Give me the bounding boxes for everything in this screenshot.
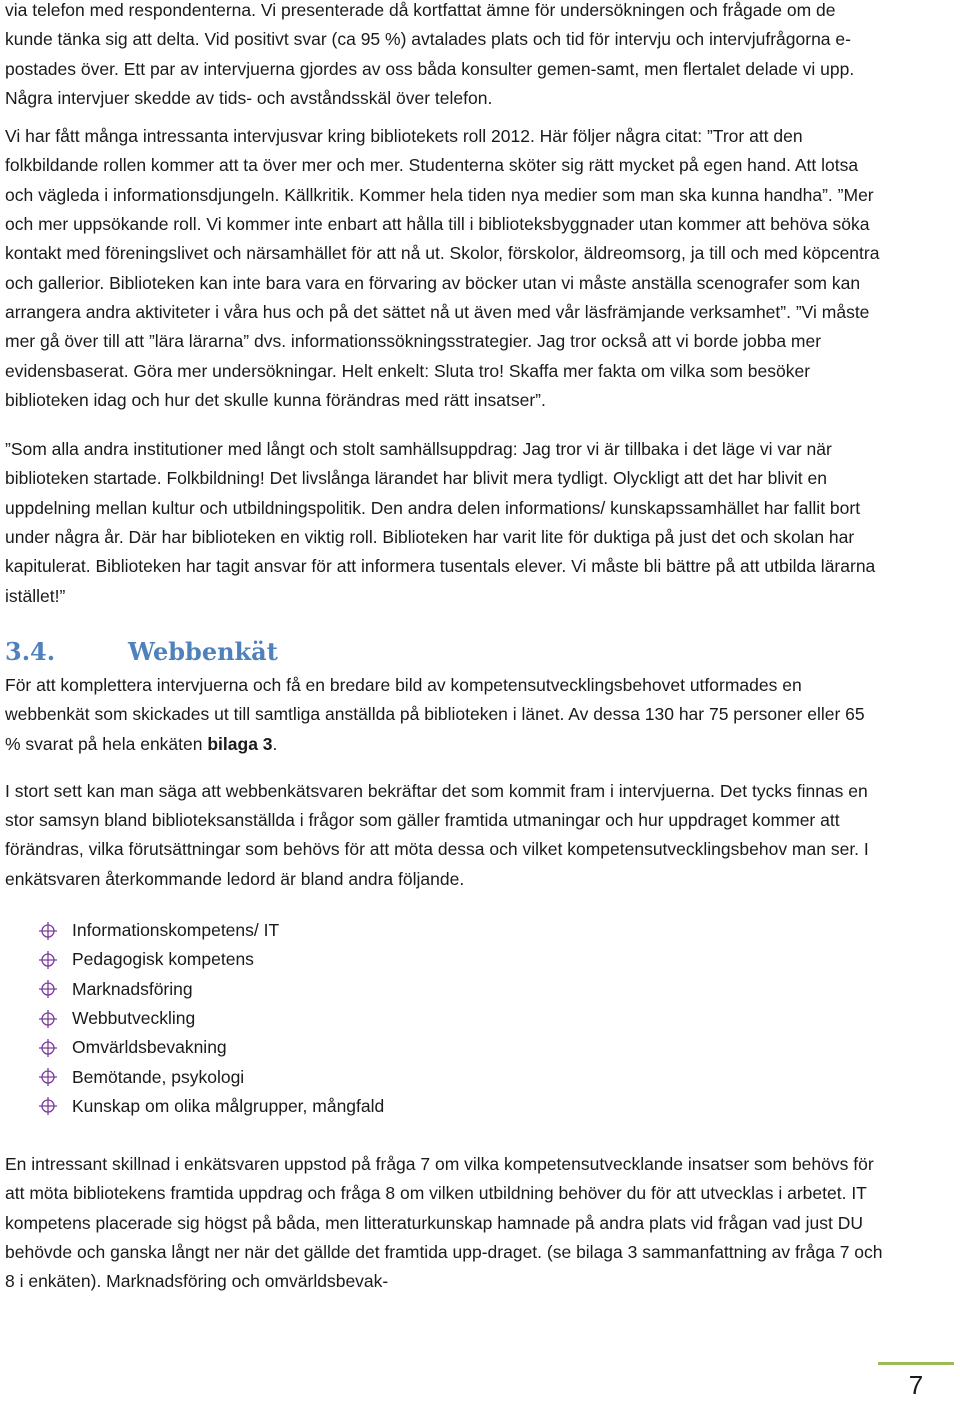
crossed-circle-bullet-icon xyxy=(38,950,58,970)
section-heading xyxy=(5,619,885,671)
list-item xyxy=(5,975,885,1004)
footer-divider xyxy=(878,1362,954,1365)
crossed-circle-bullet-icon xyxy=(38,921,58,941)
list-item-label: Omvärldsbevakning xyxy=(72,1037,227,1058)
paragraph-closing: En intressant skillnad i enkätsvaren uppstod på fråga 7 om vilka kompetensutvecklande insatser som behövs för att möta bibliotekens framtida uppdrag och fråga 8 om vilken utbildning behöver du för att utvecklas i arbetet. IT kompetens placerade sig högst på båda, men litteraturkunskap hamnade på andra plats vid frågan vad just DU behövde och ganska långt ner när det gällde det framtida upp-draget. (se bilaga 3 sammanfattning av fråga 7 och 8 i enkäten). Marknadsföring och omvärldsbevak- xyxy=(5,1154,883,1292)
survey-text: För att komplettera intervjuerna och få en bredare bild av kompetensutvecklingsbehovet utformades en webbenkät som skickades ut till samtliga anställda på biblioteken i länet. Av dessa 130 har 75 personer eller 65 % svarat på hela enkäten xyxy=(5,674,865,754)
survey-text-end: . xyxy=(272,733,278,754)
list-item-label: Kunskap om olika målgrupper, mångfald xyxy=(72,1095,385,1116)
paragraph-interview-quotes: Vi har fått många intressanta intervjusvar kring bibliotekets roll 2012. Här följer några citat: ”Tror att den folkbildande rollen kommer att ta över mer och mer. Studenterna sköter sig rätt mycket på egen hand. Att lotsa och vägleda i informationsdjungeln. Källkritik. Kommer hela tiden nya medier som man ska kunna handha”. ”Mer och mer uppsökande roll. Vi kommer inte enbart att hålla till i biblioteksbyggnader utan kommer att behöva söka kontakt med föreningslivet och närsamhället för att nå ut. Skolor, förskolor, äldreomsorg, ja till och med köpcentra och gallerior. Biblioteken kan inte bara vara en förvaring av böcker utan vi måste anställa scenografer som kan arrangera andra aktiviteter i våra hus och på det sättet nå ut även med vår läsfrämjande verksamhet”. ”Vi måste mer gå över till att ”lära lärarna” dvs. informationssökningsstrategier. Jag tror också att vi borde jobba mer evidensbaserat. Göra mer undersökningar. Helt enkelt: Sluta tro! Skaffa mer fakta om vilka som besöker biblioteken idag och hur det skulle kunna förändras med rätt insatser”. xyxy=(5,126,880,410)
list-item xyxy=(5,1004,885,1033)
crossed-circle-bullet-icon xyxy=(38,979,58,999)
survey-appendix-reference: bilaga 3 xyxy=(207,733,273,754)
crossed-circle-bullet-icon xyxy=(38,1038,58,1058)
document-page xyxy=(5,0,885,1297)
section-title: Webbenkät xyxy=(128,636,278,666)
keyword-list xyxy=(5,916,885,1121)
list-item-label: Pedagogisk kompetens xyxy=(72,949,254,970)
paragraph-intro: via telefon med respondenterna. Vi presenterade då kortfattat ämne för undersökningen och frågade om de kunde tänka sig att delta. Vid positivt svar (ca 95 %) avtalades plats och tid för intervju och intervjufrågorna e-postades över. Ett par av intervjuerna gjordes av oss båda konsulter gemen-samt, men flertalet delade vi upp. Några intervjuer skedde av tids- och avståndsskäl över telefon. xyxy=(5,0,855,108)
list-item-label: Bemötande, psykologi xyxy=(72,1066,245,1087)
list-item-label: Webbutveckling xyxy=(72,1008,196,1029)
page-number: 7 xyxy=(908,1370,924,1400)
list-item xyxy=(5,1033,885,1062)
list-item-label: Informationskompetens/ IT xyxy=(72,920,280,941)
list-item-label: Marknadsföring xyxy=(72,978,193,999)
list-item xyxy=(5,945,885,974)
crossed-circle-bullet-icon xyxy=(38,1096,58,1116)
paragraph-summary: I stort sett kan man säga att webbenkätsvaren bekräftar det som kommit fram i intervjuerna. Det tycks finnas en stor samsyn bland biblioteksanställda i frågor som gäller framtida utmaningar och hur uppdraget kommer att förändras, vilka förutsättningar som behövs för att möta dessa och vilket kompetensutvecklingsbehov man ser. I enkätsvaren återkommande ledord är bland andra följande. xyxy=(5,780,869,889)
crossed-circle-bullet-icon xyxy=(38,1067,58,1087)
crossed-circle-bullet-icon xyxy=(38,1009,58,1029)
list-item xyxy=(5,1063,885,1092)
section-number: 3.4. xyxy=(5,636,56,666)
paragraph-quote-folkbildning: ”Som alla andra institutioner med långt och stolt samhällsuppdrag: Jag tror vi är tillbaka i det läge vi var när biblioteken startade. Folkbildning! Det livslånga lärandet har blivit mera tydligt. Olyckligt att det har blivit en uppdelning mellan kultur och utbildningspolitik. Den andra delen informations/ kunskapssamhället har fallit bort under några år. Där har biblioteken en viktig roll. Biblioteken har varit lite för duktiga på just det och skolan har kapitulerat. Biblioteken har tagit ansvar för att informera tusentals elever. Vi måste bli bättre på att utbilda lärarna istället!” xyxy=(5,439,876,606)
list-item xyxy=(5,916,885,945)
paragraph-survey xyxy=(5,671,885,759)
list-item xyxy=(5,1092,885,1121)
